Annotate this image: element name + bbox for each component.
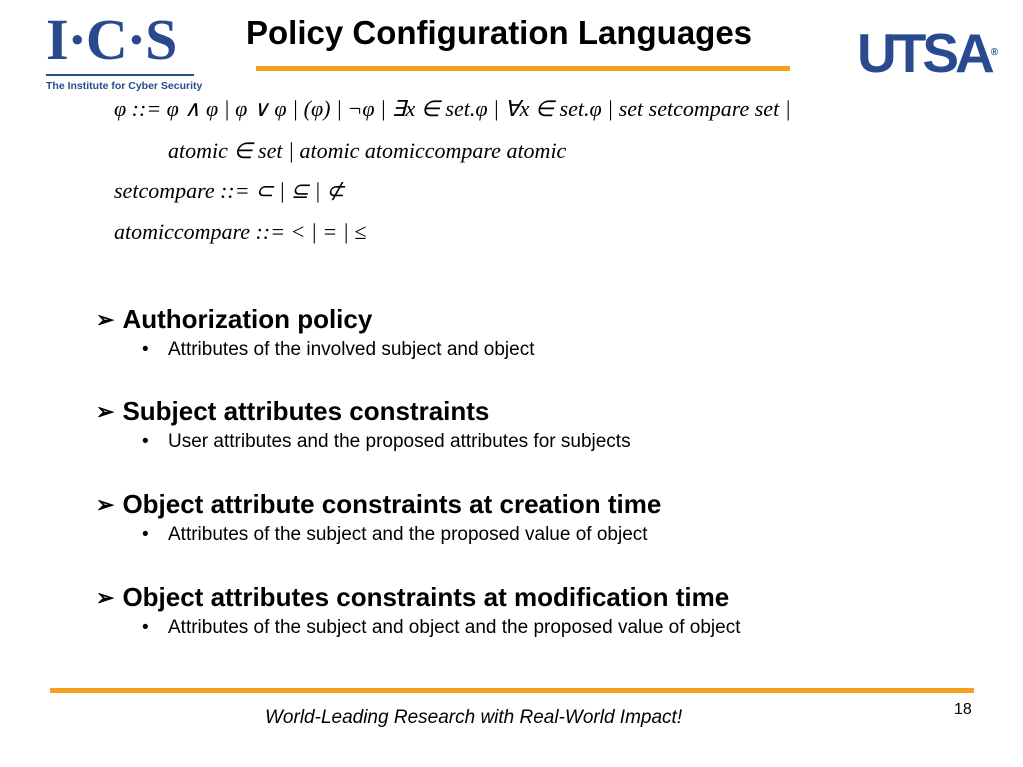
slide-title: Policy Configuration Languages	[246, 14, 753, 51]
footer-tagline: World-Leading Research with Real-World Impact!	[265, 707, 683, 728]
ics-logo	[46, 7, 203, 94]
registered-mark: ®	[990, 47, 999, 58]
grammar-line-4: atomiccompare ::= < | = | ≤	[114, 219, 367, 244]
bullet-dot-icon: •	[142, 617, 149, 638]
bullet-dot-icon: •	[142, 431, 149, 452]
grammar-line-1: φ ::= φ ∧ φ | φ ∨ φ | (φ) | ¬φ | ∃x ∈ set.φ | ∀x ∈ set.φ | set setcompare set |	[114, 96, 791, 121]
section-subject-attributes	[96, 396, 631, 453]
section-authorization-policy	[96, 304, 535, 361]
section-bullet-text: Attributes of the involved subject and object	[168, 339, 535, 360]
arrowhead-bullet-icon: ➢	[96, 398, 115, 424]
section-heading: Authorization policy	[122, 304, 373, 334]
section-object-creation	[96, 489, 661, 546]
section-heading: Object attributes constraints at modification time	[122, 582, 730, 612]
section-bullet-text: User attributes and the proposed attributes for subjects	[168, 431, 631, 452]
bullet-dot-icon: •	[142, 339, 149, 360]
section-heading: Object attribute constraints at creation time	[122, 489, 662, 519]
arrowhead-bullet-icon: ➢	[96, 491, 115, 517]
grammar-line-3: setcompare ::= ⊂ | ⊆ | ⊄	[114, 178, 345, 203]
title-underline	[256, 66, 790, 71]
page-number: 18	[954, 701, 972, 718]
footer-rule	[50, 688, 974, 693]
section-bullet-text: Attributes of the subject and the proposed value of object	[168, 524, 648, 545]
bullet-dot-icon: •	[142, 524, 149, 545]
section-heading: Subject attributes constraints	[122, 396, 490, 426]
grammar-line-2: atomic ∈ set | atomic atomiccompare atomic	[168, 138, 567, 163]
arrowhead-bullet-icon: ➢	[96, 584, 115, 610]
arrowhead-bullet-icon: ➢	[96, 306, 115, 332]
ics-logo-rule	[46, 74, 194, 76]
section-object-modification	[96, 582, 741, 639]
ics-logo-caption: The Institute for Cyber Security	[46, 80, 203, 92]
ics-logo-mark: I·C·S	[46, 7, 177, 72]
utsa-logo	[857, 22, 998, 84]
utsa-logo-mark: UTSA	[857, 22, 991, 84]
section-bullet-text: Attributes of the subject and object and the proposed value of object	[168, 617, 741, 638]
